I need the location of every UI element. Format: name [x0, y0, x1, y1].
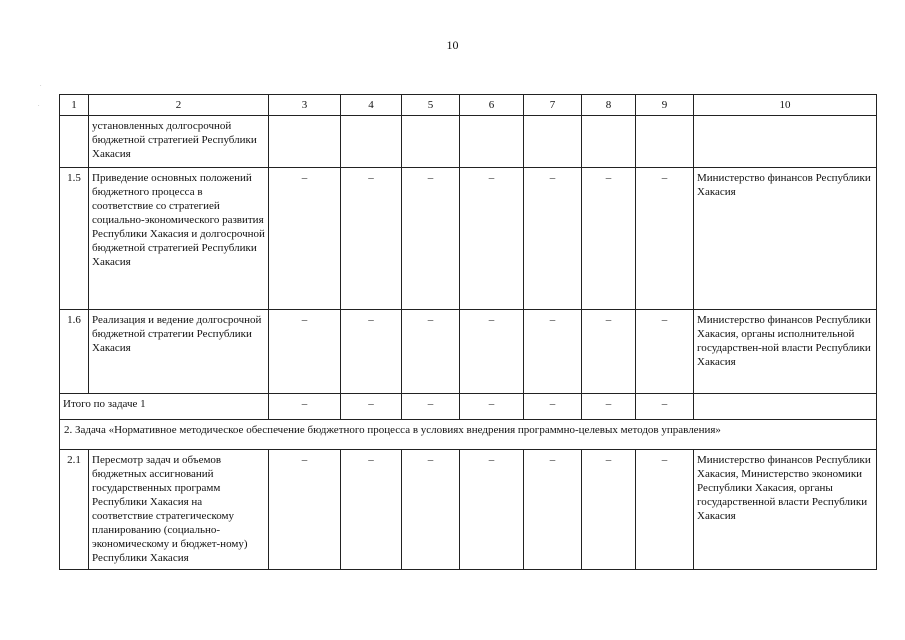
item-name: Приведение основных положений бюджетного процесса в соответствие со стратегией социально-экономического развития Республики Хакасия и долгосрочной бюджетной стратегией Республики Хакасия: [89, 168, 269, 310]
page-number: 10: [446, 38, 459, 52]
value-cell: –: [460, 394, 524, 420]
item-name: установленных долгосрочной бюджетной стратегией Республики Хакасия: [89, 116, 269, 168]
value-cell: –: [341, 394, 402, 420]
table-row: [60, 450, 877, 570]
column-header: 4: [341, 95, 402, 116]
item-number: [60, 116, 89, 168]
value-cell: [582, 116, 636, 168]
margin-mark: .: [40, 82, 42, 88]
responsible-cell: Министерство финансов Республики Хакасия: [694, 168, 877, 310]
item-number: 2.1: [60, 450, 89, 570]
column-header: 2: [89, 95, 269, 116]
value-cell: –: [636, 310, 694, 394]
value-cell: –: [341, 450, 402, 570]
column-header: 6: [460, 95, 524, 116]
column-header: 1: [60, 95, 89, 116]
margin-mark: .: [38, 102, 40, 108]
value-cell: –: [524, 394, 582, 420]
value-cell: [269, 116, 341, 168]
value-cell: [460, 116, 524, 168]
value-cell: –: [582, 168, 636, 310]
value-cell: [636, 116, 694, 168]
column-header: 8: [582, 95, 636, 116]
value-cell: –: [269, 168, 341, 310]
table-row: [60, 310, 877, 394]
value-cell: –: [269, 394, 341, 420]
table-body: [60, 95, 877, 570]
item-name: Реализация и ведение долгосрочной бюджетной стратегии Республики Хакасия: [89, 310, 269, 394]
value-cell: –: [524, 450, 582, 570]
value-cell: [524, 116, 582, 168]
value-cell: –: [460, 168, 524, 310]
value-cell: –: [402, 310, 460, 394]
value-cell: –: [402, 168, 460, 310]
table-row: [60, 168, 877, 310]
value-cell: –: [460, 450, 524, 570]
budget-plan-table: [59, 94, 877, 570]
value-cell: –: [269, 450, 341, 570]
value-cell: –: [460, 310, 524, 394]
responsible-cell: [694, 116, 877, 168]
value-cell: –: [636, 168, 694, 310]
value-cell: [341, 116, 402, 168]
value-cell: –: [341, 310, 402, 394]
task-section-row: [60, 420, 877, 450]
total-label: Итого по задаче 1: [60, 394, 269, 420]
value-cell: –: [524, 310, 582, 394]
column-header: 3: [269, 95, 341, 116]
column-header: 5: [402, 95, 460, 116]
value-cell: –: [524, 168, 582, 310]
value-cell: –: [269, 310, 341, 394]
table-header-row: [60, 95, 877, 116]
column-header: 10: [694, 95, 877, 116]
item-number: 1.6: [60, 310, 89, 394]
responsible-cell: Министерство финансов Республики Хакасия, Министерство экономики Республики Хакасия, органы государственной власти Республики Хакасия: [694, 450, 877, 570]
item-number: 1.5: [60, 168, 89, 310]
item-name: Пересмотр задач и объемов бюджетных ассигнований государственных программ Республики Хакасия на соответствие стратегическому планированию (социально-экономическому и бюджет-ному) Республики Хакасия: [89, 450, 269, 570]
value-cell: –: [582, 394, 636, 420]
responsible-cell: [694, 394, 877, 420]
value-cell: –: [582, 310, 636, 394]
value-cell: –: [636, 394, 694, 420]
table-row: [60, 116, 877, 168]
value-cell: –: [402, 450, 460, 570]
value-cell: –: [582, 450, 636, 570]
column-header: 7: [524, 95, 582, 116]
total-row: [60, 394, 877, 420]
value-cell: –: [341, 168, 402, 310]
task-section-title: 2. Задача «Нормативное методическое обеспечение бюджетного процесса в условиях внедрения программно-целевых методов управления»: [60, 420, 877, 450]
value-cell: –: [636, 450, 694, 570]
value-cell: –: [402, 394, 460, 420]
responsible-cell: Министерство финансов Республики Хакасия, органы исполнительной государствен-ной власти Республики Хакасия: [694, 310, 877, 394]
column-header: 9: [636, 95, 694, 116]
value-cell: [402, 116, 460, 168]
